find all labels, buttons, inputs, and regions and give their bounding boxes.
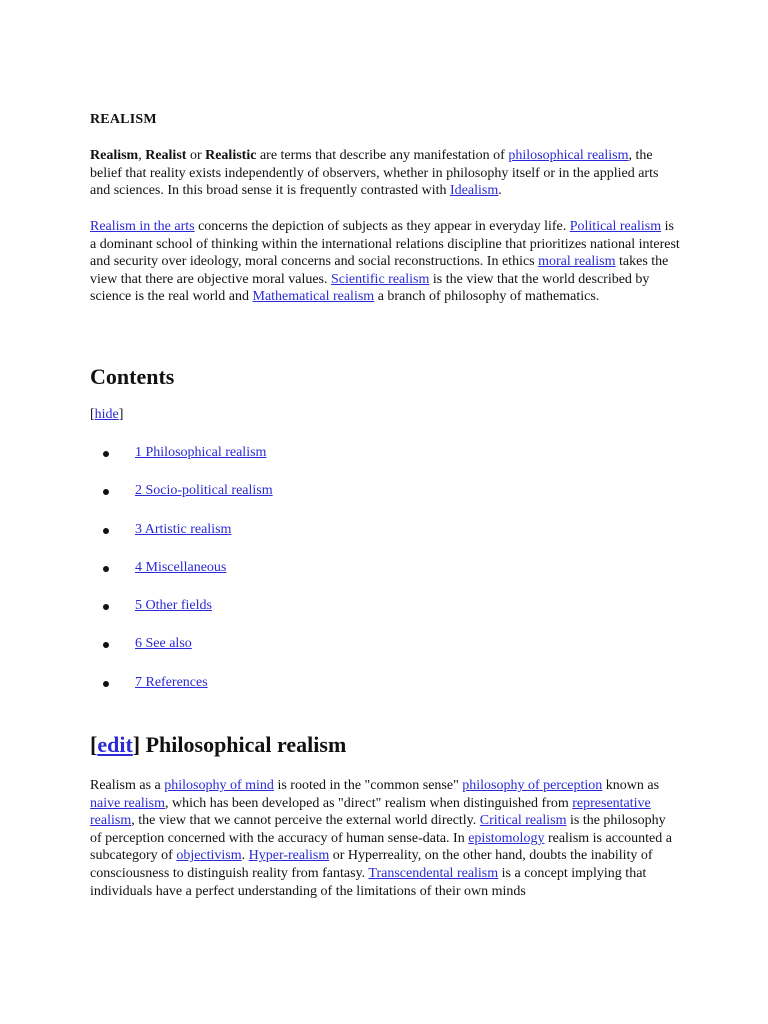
link-political-realism[interactable]: Political realism (569, 219, 662, 234)
text: . (498, 183, 502, 199)
link-naive-realism[interactable]: naive realism (90, 795, 166, 811)
text: is a dominant school of thinking within the international relations discipline that prioritizes national interest and security over ideology, moral concerns and social reconstructions. In ethics (90, 219, 680, 270)
link-objectivism[interactable]: objectivism (176, 848, 242, 864)
link-epistomology[interactable]: epistomology (468, 830, 545, 846)
text: a branch of philosophy of mathematics. (374, 289, 600, 305)
bullet-icon (103, 489, 109, 495)
hide-contents-link[interactable]: hide (94, 407, 119, 422)
text: is rooted in the "common sense" (273, 778, 463, 793)
link-philosophy-of-perception[interactable]: philosophy of perception (462, 778, 603, 793)
toc-link-philosophical-realism[interactable]: 1 Philosophical realism (135, 445, 267, 460)
link-critical-realism[interactable]: Critical realism (479, 813, 567, 829)
link-hyper-realism[interactable]: Hyper-realism (248, 848, 330, 864)
section-title: Philosophical realism (140, 732, 347, 757)
toc-item (90, 558, 273, 596)
contents-toggle (90, 407, 123, 423)
toc-link-socio-political-realism[interactable]: 2 Socio-political realism (135, 483, 273, 499)
toc-link-miscellaneous[interactable]: 4 Miscellaneous (135, 559, 227, 575)
text: or (186, 148, 206, 163)
bullet-icon (103, 528, 109, 534)
bracket: [ (90, 407, 95, 422)
text: are terms that describe any manifestation of (256, 148, 509, 163)
bullet-icon (103, 604, 109, 610)
toc-link-artistic-realism[interactable]: 3 Artistic realism (135, 521, 232, 537)
text: concerns the depiction of subjects as they appear in everyday life. (194, 219, 570, 234)
section-heading-philosophical-realism (90, 732, 346, 758)
toc-item (90, 520, 273, 558)
toc-link-other-fields[interactable]: 5 Other fields (135, 598, 212, 614)
text: is a concept implying that individuals have a perfect understanding of the limitations of their own minds (90, 865, 647, 899)
link-realism-in-the-arts[interactable]: Realism in the arts (90, 219, 195, 234)
link-philosophy-of-mind[interactable]: philosophy of mind (164, 778, 274, 793)
toc-item (90, 443, 273, 481)
toc-link-references[interactable]: 7 References (135, 674, 208, 690)
text: takes the view that there are objective moral values. (90, 254, 669, 287)
intro-paragraph (90, 147, 680, 200)
toc-item (90, 673, 273, 711)
philosophical-realism-paragraph (90, 777, 680, 900)
summary-paragraph (90, 218, 680, 306)
text: or Hyperreality, on the other hand, doubts the inability of consciousness to distinguish reality from fantasy. (90, 848, 653, 881)
text: , the view that we cannot perceive the external world directly. (131, 813, 480, 829)
link-representative-realism[interactable]: representative realism (90, 795, 651, 829)
term-realist: Realist (145, 148, 187, 163)
text: , (138, 148, 146, 163)
text: , the belief that reality exists independently of observers, whether in philosophy itself or in the applied arts and sciences. In this broad sense it is frequently contrasted with (90, 148, 659, 199)
link-mathematical-realism[interactable]: Mathematical realism (252, 289, 375, 305)
text: is the philosophy of perception concerned with the accuracy of human sense-data. In (90, 813, 666, 846)
bullet-icon (103, 642, 109, 648)
text: is the view that the world described by science is the real world and (90, 271, 650, 305)
bullet-icon (103, 451, 109, 457)
term-realism: Realism (90, 148, 139, 163)
table-of-contents (90, 443, 273, 711)
link-idealism[interactable]: Idealism (450, 183, 499, 199)
text: Realism as a (90, 778, 165, 793)
document-title: REALISM (90, 112, 157, 127)
toc-link-see-also[interactable]: 6 See also (135, 636, 192, 652)
toc-item (90, 481, 273, 519)
edit-section-link[interactable]: edit (97, 732, 133, 757)
bracket: ] (118, 407, 124, 422)
text: realism is accounted a subcategory of (90, 830, 672, 864)
contents-heading: Contents (90, 364, 175, 389)
bullet-icon (103, 681, 109, 687)
link-scientific-realism[interactable]: Scientific realism (331, 271, 430, 287)
text: . (241, 848, 249, 864)
text: , which has been developed as "direct" realism when distinguished from (165, 795, 573, 811)
text: known as (602, 778, 660, 793)
bracket: ] (132, 732, 141, 757)
toc-item (90, 634, 273, 672)
link-philosophical-realism[interactable]: philosophical realism (508, 148, 629, 163)
term-realistic: Realistic (205, 148, 257, 163)
bullet-icon (103, 566, 109, 572)
bracket: [ (90, 732, 98, 757)
link-moral-realism[interactable]: moral realism (538, 254, 616, 270)
toc-item (90, 596, 273, 634)
link-transcendental-realism[interactable]: Transcendental realism (368, 865, 499, 881)
